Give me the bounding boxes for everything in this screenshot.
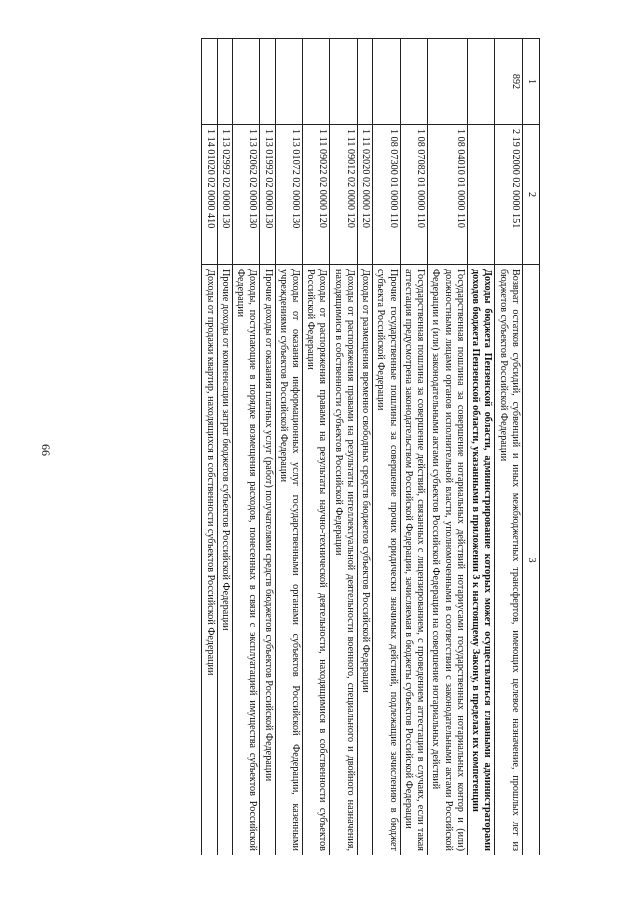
rotated-table-area — [70, 38, 540, 855]
header-col-3: 3 — [522, 265, 539, 856]
revenue-name-cell: Прочие доходы от компенсации затрат бюджетов субъектов Российской Федерации — [217, 265, 232, 856]
revenue-code-cell: 1 11 02020 02 0000 120 — [357, 125, 372, 265]
revenue-name-cell: Прочие государственные пошлины за совершение прочих юридически значимых действий, подлежащие зачислению в бюджет субъекта Российской Федерации — [373, 265, 400, 856]
table-row — [217, 39, 232, 856]
admin-code-cell — [357, 39, 372, 125]
revenue-code-cell: 1 11 09012 02 0000 120 — [330, 125, 357, 265]
rotated-table-container — [70, 38, 540, 855]
admin-code-cell — [275, 39, 302, 125]
header-col-2: 2 — [522, 125, 539, 265]
revenue-code-cell: 1 13 02992 02 0000 130 — [217, 125, 232, 265]
table-row — [330, 39, 357, 856]
revenue-code-cell: 1 14 01020 02 0000 410 — [202, 125, 217, 265]
admin-code-cell — [373, 39, 400, 125]
admin-code-cell — [467, 39, 494, 125]
table-row — [357, 39, 372, 856]
revenue-code-cell: 1 08 04010 01 0000 110 — [428, 125, 468, 265]
admin-code-cell: 892 — [495, 39, 522, 125]
section-heading-cell: Доходы бюджета Пензенской области, администрирование которых может осуществляться главными администраторами доходов бюджета Пензенской области, указанными в приложении 3 к настоящему Закону, в пределах их компетенции — [467, 265, 494, 856]
revenue-code-cell: 1 13 01992 02 0000 130 — [260, 125, 275, 265]
table-header-row — [522, 39, 539, 856]
admin-code-cell — [260, 39, 275, 125]
revenue-name-cell: Прочие доходы от оказания платных услуг (работ) получателями средств бюджетов субъектов Российской Федерации — [260, 265, 275, 856]
admin-code-cell — [428, 39, 468, 125]
admin-code-cell — [232, 39, 259, 125]
revenue-code-cell: 1 13 01072 02 0000 130 — [275, 125, 302, 265]
table-row — [373, 39, 400, 856]
table-row — [467, 39, 494, 856]
table-row — [495, 39, 522, 856]
admin-code-cell — [217, 39, 232, 125]
revenue-name-cell: Государственная пошлина за совершение нотариальных действий нотариусами государственных нотариальных контор и (или) должностными лицами органов исполнительной власти, уполномоченными в соответствии с законодательными актами Российской Федерации и (или) законодательными актами субъектов Российской Федерации на совершение нотариальных действий — [428, 265, 468, 856]
table-row — [260, 39, 275, 856]
admin-code-cell — [202, 39, 217, 125]
table-row — [428, 39, 468, 856]
revenue-code-cell: 1 11 09022 02 0000 120 — [303, 125, 330, 265]
table-body — [202, 39, 522, 856]
table-row — [400, 39, 427, 856]
revenue-name-cell: Доходы от размещения временно свободных средств бюджетов субъектов Российской Федерации — [357, 265, 372, 856]
revenue-name-cell: Возврат остатков субсидий, субвенций и иных межбюджетных трансфертов, имеющих целевое назначение, прошлых лет из бюджетов субъектов Российской Федерации — [495, 265, 522, 856]
admin-code-cell — [330, 39, 357, 125]
revenue-code-cell: 1 08 07300 01 0000 110 — [373, 125, 400, 265]
revenue-name-cell: Доходы от продажи квартир, находящихся в собственности субъектов Российской Федерации — [202, 265, 217, 856]
revenue-name-cell: Доходы от распоряжения правами на результаты интеллектуальной деятельности военного, специального и двойного назначения, находящимися в собственности субъектов Российской Федерации — [330, 265, 357, 856]
revenue-code-cell: 1 13 02062 02 0000 130 — [232, 125, 259, 265]
table-row — [232, 39, 259, 856]
page-number: 66 — [39, 444, 53, 456]
admin-code-cell — [303, 39, 330, 125]
revenue-name-cell: Доходы, поступающие в порядке возмещения расходов, понесенных в связи с эксплуатацией имущества субъектов Российской Федерации — [232, 265, 259, 856]
header-col-1: 1 — [522, 39, 539, 125]
revenue-code-cell: 1 08 07082 01 0000 110 — [400, 125, 427, 265]
revenue-code-cell: 2 19 02000 02 0000 151 — [495, 125, 522, 265]
revenue-name-cell: Государственная пошлина за совершение действий, связанных с лицензированием, с проведением аттестации в случаях, если такая аттестация предусмотрена законодательством Российской Федерации, зачисляемая в бюджеты субъектов Российской Федерации — [400, 265, 427, 856]
revenue-name-cell: Доходы от оказания информационных услуг государственными органами субъектов Российской Федерации, казенными учреждениями субъектов Российской Федерации — [275, 265, 302, 856]
table-row — [303, 39, 330, 856]
revenue-name-cell: Доходы от распоряжения правами на результаты научно-технической деятельности, находящимися в собственности субъектов Российской Федерации — [303, 265, 330, 856]
revenue-code-cell — [467, 125, 494, 265]
table-row — [202, 39, 217, 856]
admin-code-cell — [400, 39, 427, 125]
table-row — [275, 39, 302, 856]
revenue-codes-table — [201, 38, 540, 855]
